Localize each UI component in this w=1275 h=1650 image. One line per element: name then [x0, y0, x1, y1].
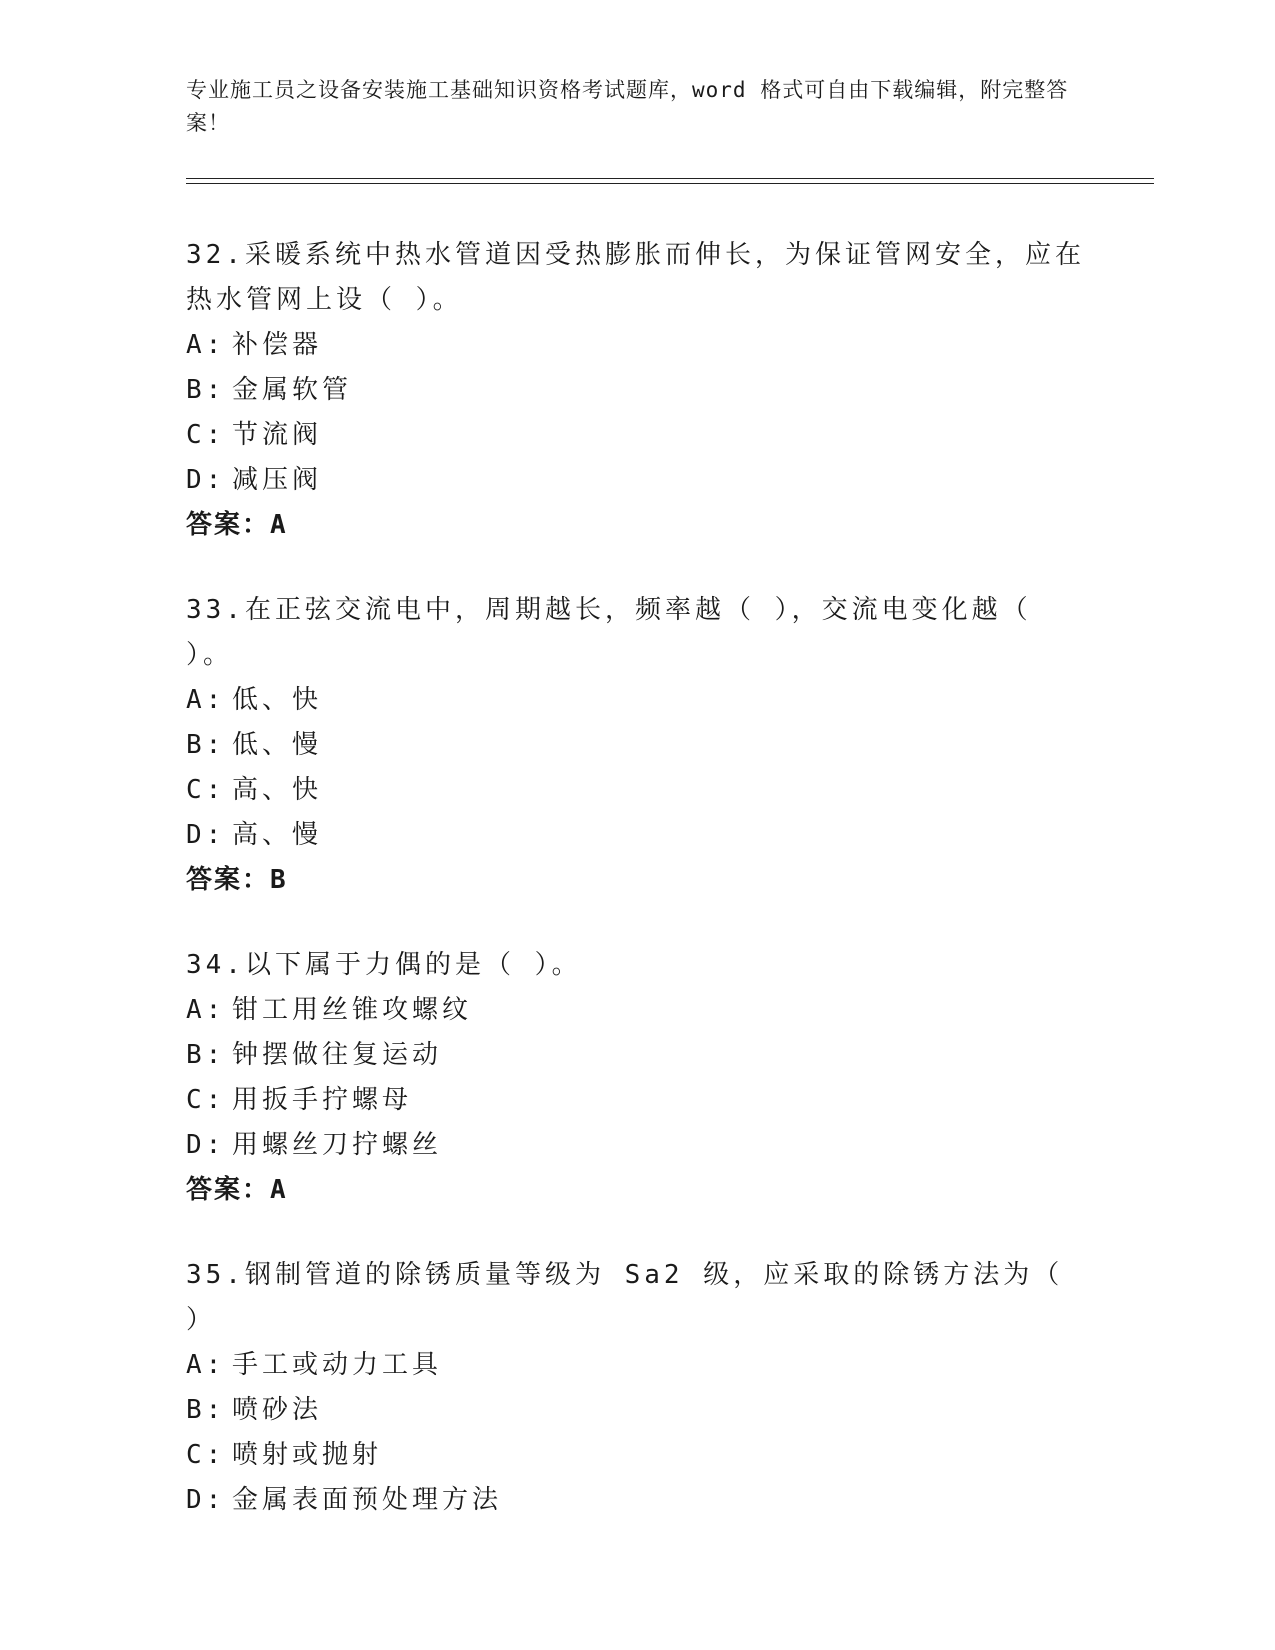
- option-text: 用螺丝刀拧螺丝: [232, 1130, 443, 1160]
- option-label: A:: [186, 330, 226, 360]
- option-text: 高、慢: [232, 820, 323, 850]
- option-label: B:: [186, 730, 226, 760]
- option-text: 钟摆做往复运动: [232, 1040, 443, 1070]
- answer-line: 答案：B: [186, 865, 288, 895]
- option-c: [186, 768, 1154, 813]
- header-divider: [186, 178, 1154, 184]
- option-c: [186, 413, 1154, 458]
- answer-line: 答案：A: [186, 510, 288, 540]
- option-text: 低、快: [232, 685, 323, 715]
- option-label: B:: [186, 1040, 226, 1070]
- option-label: A:: [186, 995, 226, 1025]
- question-35: [186, 1253, 1154, 1523]
- option-b: [186, 1033, 1154, 1078]
- option-b: [186, 368, 1154, 413]
- option-label: C:: [186, 1085, 226, 1115]
- question-32: [186, 233, 1154, 548]
- option-label: B:: [186, 1395, 226, 1425]
- option-text: 喷砂法: [232, 1395, 323, 1425]
- option-b: [186, 1388, 1154, 1433]
- option-a: [186, 323, 1154, 368]
- question-stem: 32.采暖系统中热水管道因受热膨胀而伸长，为保证管网安全，应在热水管网上设（ ）。: [186, 240, 1085, 315]
- question-list: [186, 233, 1154, 1563]
- option-c: [186, 1433, 1154, 1478]
- option-text: 减压阀: [232, 465, 323, 495]
- option-label: A:: [186, 685, 226, 715]
- option-d: [186, 1478, 1154, 1523]
- option-label: C:: [186, 775, 226, 805]
- question-34: [186, 943, 1154, 1213]
- question-stem: 33.在正弦交流电中，周期越长，频率越（ ），交流电变化越（ ）。: [186, 595, 1032, 670]
- option-text: 低、慢: [232, 730, 323, 760]
- option-label: D:: [186, 820, 226, 850]
- option-a: [186, 988, 1154, 1033]
- option-label: C:: [186, 1440, 226, 1470]
- option-label: B:: [186, 375, 226, 405]
- option-text: 金属软管: [232, 375, 353, 405]
- question-33: [186, 588, 1154, 903]
- option-a: [186, 678, 1154, 723]
- option-label: D:: [186, 1130, 226, 1160]
- option-text: 喷射或抛射: [232, 1440, 383, 1470]
- option-d: [186, 1123, 1154, 1168]
- option-text: 节流阀: [232, 420, 323, 450]
- option-a: [186, 1343, 1154, 1388]
- option-label: D:: [186, 465, 226, 495]
- option-d: [186, 458, 1154, 503]
- option-text: 钳工用丝锥攻螺纹: [232, 995, 473, 1025]
- option-label: D:: [186, 1485, 226, 1515]
- option-text: 补偿器: [232, 330, 323, 360]
- option-text: 金属表面预处理方法: [232, 1485, 503, 1515]
- option-b: [186, 723, 1154, 768]
- option-text: 高、快: [232, 775, 323, 805]
- option-text: 手工或动力工具: [232, 1350, 443, 1380]
- document-header-text: 专业施工员之设备安装施工基础知识资格考试题库，word 格式可自由下载编辑，附完整答案！: [186, 78, 1069, 135]
- answer-line: 答案：A: [186, 1175, 288, 1205]
- option-d: [186, 813, 1154, 858]
- question-stem: 35.钢制管道的除锈质量等级为 Sa2 级，应采取的除锈方法为（ ）: [186, 1260, 1064, 1335]
- option-c: [186, 1078, 1154, 1123]
- option-text: 用扳手拧螺母: [232, 1085, 413, 1115]
- question-stem: 34.以下属于力偶的是（ ）。: [186, 950, 582, 980]
- option-label: C:: [186, 420, 226, 450]
- option-label: A:: [186, 1350, 226, 1380]
